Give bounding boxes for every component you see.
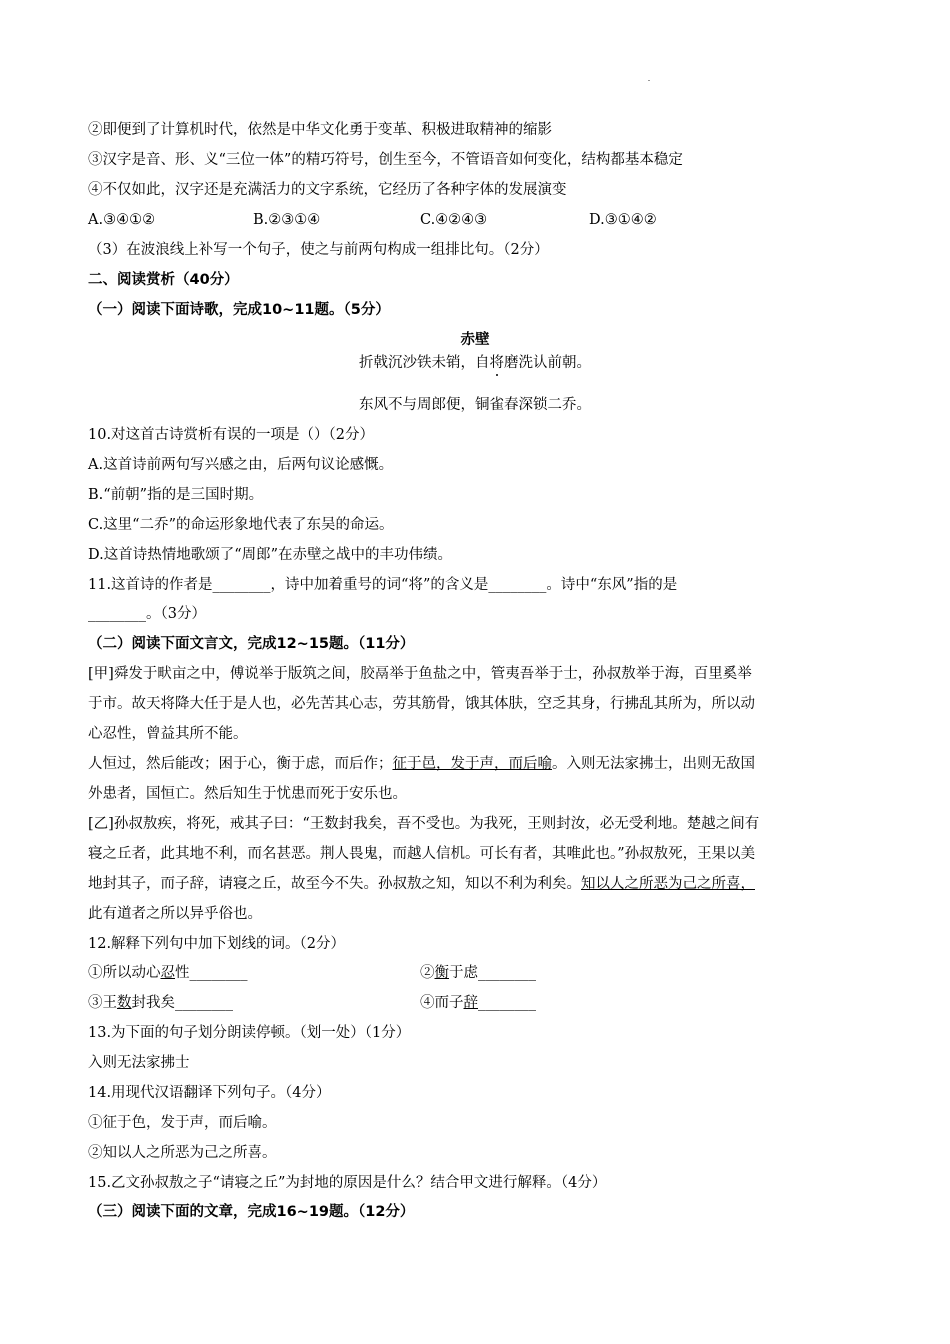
poem-line-1-a: 折戟沉沙铁未销，自 [359,355,490,371]
yi-underlined-phrase: 知以人之所恶为己之所喜， [581,876,755,892]
part-1-heading: （一）阅读下面诗歌，完成10~11题。（5分） [88,302,390,318]
yi-line-4: 此有道者之所以异乎俗也。 [88,906,262,922]
q11-line-2: ________。（3分） [88,606,206,622]
q12-item-4-b: ________ [478,995,536,1011]
q12-item-2 [420,963,536,983]
q14-sentence-1: ①征于色，发于声，而后喻。 [88,1115,277,1131]
poem-line-1-b: 磨洗认前朝。 [504,355,591,371]
q12-word-1: 忍 [160,965,175,981]
q12-item-1 [88,963,248,983]
yi-line-3-a: 地封其子，而子辞，请寝之丘，故至今不失。孙叔敖之知，知以不利为利矣。 [88,876,581,892]
q12-item-2-b: 于虑________ [449,965,536,981]
q10-option-c: C.这里“二乔”的命运形象地代表了东吴的命运。 [88,517,394,533]
q12-item-4 [420,993,536,1013]
q9-option-d: D.③①④② [589,212,657,228]
q9-option-b: B.②③①④ [253,212,321,228]
part-3-heading: （三）阅读下面的文章，完成16~19题。（12分） [88,1204,415,1220]
q12-item-2-a: ② [420,965,435,981]
section-2-title: 二、阅读赏析（40分） [88,272,239,288]
q9-sentence-2: ②即便到了计算机时代，依然是中华文化勇于变革、积极进取精神的缩影 [88,122,552,138]
q11-line-1: 11.这首诗的作者是________，诗中加着重号的词“将”的含义是________。诗中“东风”指的是 [88,577,678,593]
jia-underlined-phrase: 征于邑，发于声，而后喻 [392,756,552,772]
q9-option-a: A.③④①② [88,212,156,228]
emphasis-word-jiang: 将 [489,355,504,371]
jia-line-3: 心忍性，曾益其所不能。 [88,726,248,742]
jia-line-1: [甲]舜发于畎亩之中，傅说举于版筑之间，胶鬲举于鱼盐之中，管夷吾举于士，孙叔敖举于海，百里奚举 [88,666,752,682]
q12-item-1-b: 性________ [175,965,248,981]
q9-sentence-4: ④不仅如此，汉字还是充满活力的文字系统，它经历了各种字体的发展演变 [88,182,567,198]
q9-sentence-3: ③汉字是音、形、义“三位一体”的精巧符号，创生至今，不管语音如何变化，结构都基本稳定 [88,152,683,168]
q14-sentence-2: ②知以人之所恶为己之所喜。 [88,1145,277,1161]
q12-item-3-b: 封我矣________ [131,995,233,1011]
yi-line-3 [88,874,755,894]
q12-word-3: 数 [117,995,132,1011]
q12-item-1-a: ①所以动心 [88,965,161,981]
q10-option-a: A.这首诗前两句写兴感之由，后两句议论感慨。 [88,457,394,473]
q13-sentence: 入则无法家拂士 [88,1055,190,1071]
jia-line-4 [88,754,755,774]
part-2-heading: （二）阅读下面文言文，完成12~15题。（11分） [88,636,415,652]
q10-option-b: B.“前朝”指的是三国时期。 [88,487,264,503]
jia-line-5: 外患者，国恒亡。然后知生于忧患而死于安乐也。 [88,786,407,802]
q13-stem: 13.为下面的句子划分朗读停顿。（划一处）（1分） [88,1025,411,1041]
jia-line-4-b: 。入则无法家拂士，出则无敌国 [552,756,755,772]
q9-part3: （3）在波浪线上补写一个句子，使之与前两句构成一组排比句。（2分） [88,242,549,258]
q12-item-3-a: ③王 [88,995,117,1011]
q12-stem: 12.解释下列句中加下划线的词。（2分） [88,936,346,952]
jia-line-4-a: 人恒过，然后能改；困于心，衡于虑，而后作； [88,756,393,772]
q15-stem: 15.乙文孙叔敖之子“请寝之丘”为封地的原因是什么？结合甲文进行解释。（4分） [88,1175,607,1191]
q10-option-d: D.这首诗热情地歌颂了“周郎”在赤壁之战中的丰功伟绩。 [88,547,453,563]
poem-line-2: 东风不与周郎便，铜雀春深锁二乔。 [359,397,591,413]
q12-word-4: 辞 [463,995,478,1011]
poem-line-1 [0,353,950,373]
q12-word-2: 衡 [434,965,449,981]
q10-stem: 10.对这首古诗赏析有误的一项是（）（2分） [88,427,375,443]
q14-stem: 14.用现代汉语翻译下列句子。（4分） [88,1085,331,1101]
yi-line-2: 寝之丘者，此其地不利，而名甚恶。荆人畏鬼，而越人信机。可长有者，其唯此也。”孙叔敖死，王果以美 [88,846,756,862]
q12-item-3 [88,993,233,1013]
jia-line-2: 于市。故天将降大任于是人也，必先苦其心志，劳其筋骨，饿其体肤，空乏其身，行拂乱其所为，所以动 [88,696,755,712]
poem-title: 赤壁 [460,332,490,348]
q9-option-c: C.④②④③ [420,212,488,228]
q12-item-4-a: ④而子 [420,995,464,1011]
page-mark [648,80,650,81]
yi-line-1: [乙]孙叔敖疾，将死，戒其子曰：“王数封我矣，吾不受也。为我死，王则封汝，必无受利地。楚越之间有 [88,816,760,832]
